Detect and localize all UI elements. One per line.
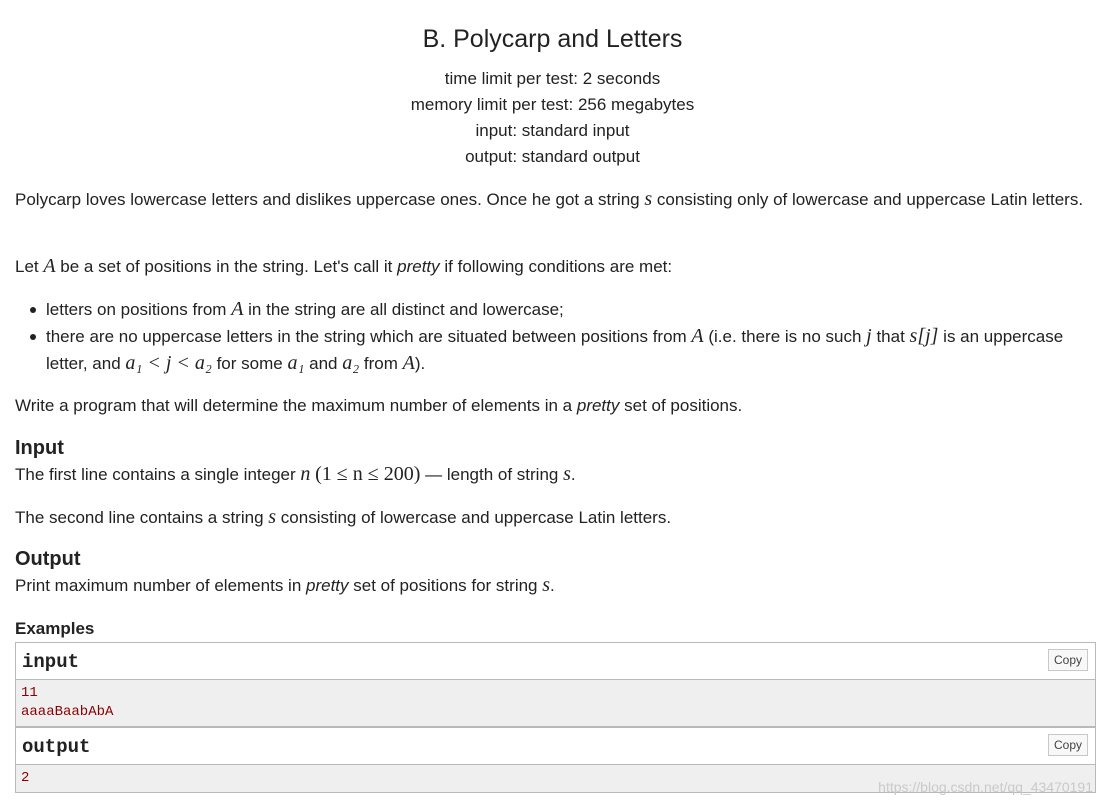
time-limit: time limit per test: 2 seconds [444, 69, 661, 88]
copy-output-button[interactable]: Copy [1048, 734, 1088, 756]
example-output-line: 2 [21, 770, 30, 786]
example-input-header [16, 643, 1095, 680]
example-output-header [16, 728, 1095, 765]
examples-title: Examples [15, 619, 95, 638]
condition-item-2: there are no uppercase letters in the string which are situated between positions from A (i.e. there is no such j that s[j] is an uppercase letter, and a₁ < j < a₂ for some a₁ and a₂ from A). [46, 325, 1064, 374]
output-section-title: Output [15, 548, 81, 570]
output-line: Print maximum number of elements in pretty set of positions for string s. [15, 574, 555, 596]
watermark: https://blog.csdn.net/qq_43470191 [878, 779, 1093, 795]
bullet-2-dot [30, 334, 36, 340]
input-section-title: Input [15, 437, 64, 459]
statement-paragraph-2: Let A be a set of positions in the string. Let's call it pretty if following conditions are met: [15, 255, 673, 277]
copy-input-button[interactable]: Copy [1048, 649, 1088, 671]
example-input-line: 11 [21, 685, 38, 701]
example-input-line: aaaaBaabAbA [21, 704, 114, 720]
memory-limit: memory limit per test: 256 megabytes [410, 95, 695, 114]
example-input-content [16, 680, 1095, 726]
bullet-1-dot [30, 307, 36, 313]
problem-title: B. Polycarp and Letters [422, 25, 683, 53]
statement-paragraph-1: Polycarp loves lowercase letters and dislikes uppercase ones. Once he got a string s consisting only of lowercase and uppercase Latin letters. [15, 188, 1084, 210]
input-line-1: The first line contains a single integer n (1 ≤ n ≤ 200) — length of string s. [15, 463, 576, 485]
input-line-2: The second line contains a string s consisting of lowercase and uppercase Latin letters. [15, 506, 672, 528]
output-spec: output: standard output [465, 147, 640, 166]
statement-paragraph-3: Write a program that will determine the maximum number of elements in a pretty set of positions. [15, 396, 743, 415]
condition-item-1: letters on positions from A in the string are all distinct and lowercase; [46, 298, 564, 320]
example-input-label: input [22, 651, 80, 673]
input-spec: input: standard input [475, 121, 630, 140]
example-output-label: output [22, 736, 91, 758]
example-input-box [15, 642, 1096, 727]
